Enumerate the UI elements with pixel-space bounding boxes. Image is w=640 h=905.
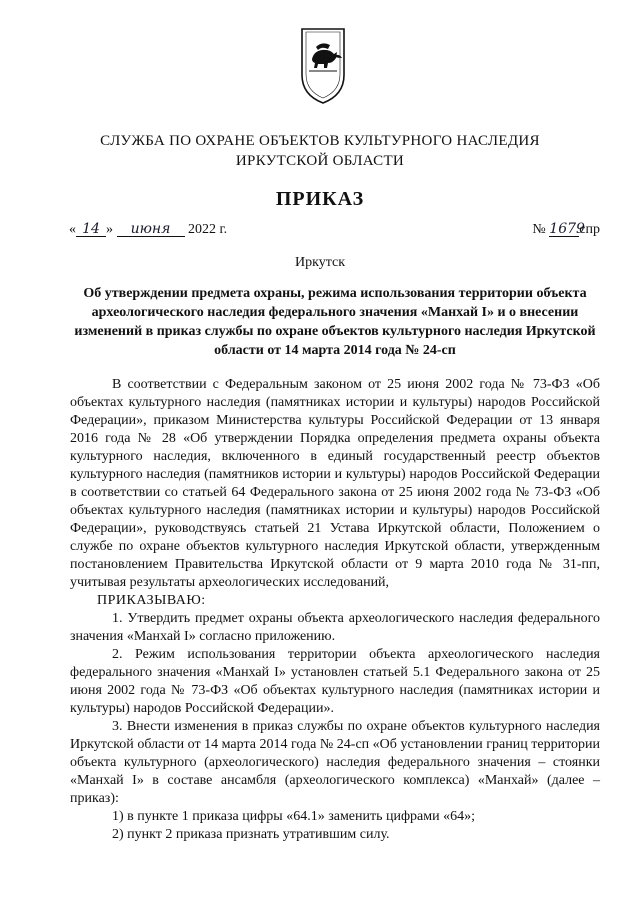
order-date [69,222,227,238]
number-suffix: спр [579,222,600,237]
item-2-paragraph: 2. Режим использования территории объекта археологического наследия федерального значения «Манхай I» установлен статьей 5.1 Федерального закона от 25 июня 2002 года № 73-ФЗ «Об объектах культурного наследия (памятниках истории и культуры) народов Российской Федерации». [70,647,600,716]
date-open-quote: « [69,222,76,237]
number-value: 1679 [549,221,585,237]
date-month: июня [117,222,185,237]
date-day: 14 [76,222,106,237]
number-prefix: № [532,222,546,237]
item-3-subitem-2: 2) пункт 2 приказа признать утратившим силу. [112,827,390,842]
item-1-paragraph: 1. Утвердить предмет охраны объекта археологического наследия федерального значения «Манхай I» согласно приложению. [70,611,600,644]
agency-name-line-1: СЛУЖБА ПО ОХРАНЕ ОБЪЕКТОВ КУЛЬТУРНОГО НАСЛЕДИЯ [100,133,540,149]
document-type: ПРИКАЗ [275,188,365,210]
item-3-subitem-1: 1) в пункте 1 приказа цифры «64.1» заменить цифрами «64»; [112,809,476,824]
agency-name-line-2: ИРКУТСКОЙ ОБЛАСТИ [235,153,405,169]
order-number [532,222,600,238]
item-3-paragraph: 3. Внести изменения в приказ службы по охране объектов культурного наследия Иркутской области от 14 марта 2014 года № 24-сп «Об установлении границ территории объекта культурного (археологического) наследия федерального значения – стоянки «Манхай I» в составе ансамбля (археологического комплекса) «Манхай» (далее – приказ): [70,719,600,806]
date-close-quote: » [106,222,113,237]
date-year: 2022 г. [188,222,228,237]
coat-of-arms-icon [300,27,346,105]
order-heading: Об утверждении предмета охраны, режима использования территории объекта археологического наследия федерального значения «Манхай I» и о внесении изменений в приказ службы по охране объектов культурного наследия Иркутской области от 14 марта 2014 года № 24-сп [74,286,596,358]
city: Иркутск [294,255,346,270]
order-body [70,376,600,844]
preamble-paragraph: В соответствии с Федеральным законом от 25 июня 2002 года № 73-ФЗ «Об объектах культурного наследия (памятниках истории и культуры) народов Российской Федерации», приказом Министерства культуры Российской Федерации от 13 января 2016 года № 28 «Об утверждении Порядка определения предмета охраны объекта культурного наследия, включенного в единый государственный реестр объектов культурного наследия (памятников истории и культуры) народов Российской Федерации в соответствии со статьей 64 Федерального закона от 25 июня 2002 года № 73-ФЗ «Об объектах культурного наследия (памятниках истории и культуры) народов Российской Федерации», руководствуясь статьей 21 Устава Иркутской области, Положением о службе по охране объектов культурного наследия Иркутской области, утвержденным постановлением Правительства Иркутской области от 9 марта 2010 года № 31-пп, учитывая результаты археологических исследований, [70,377,600,590]
order-word: ПРИКАЗЫВАЮ: [97,593,206,608]
